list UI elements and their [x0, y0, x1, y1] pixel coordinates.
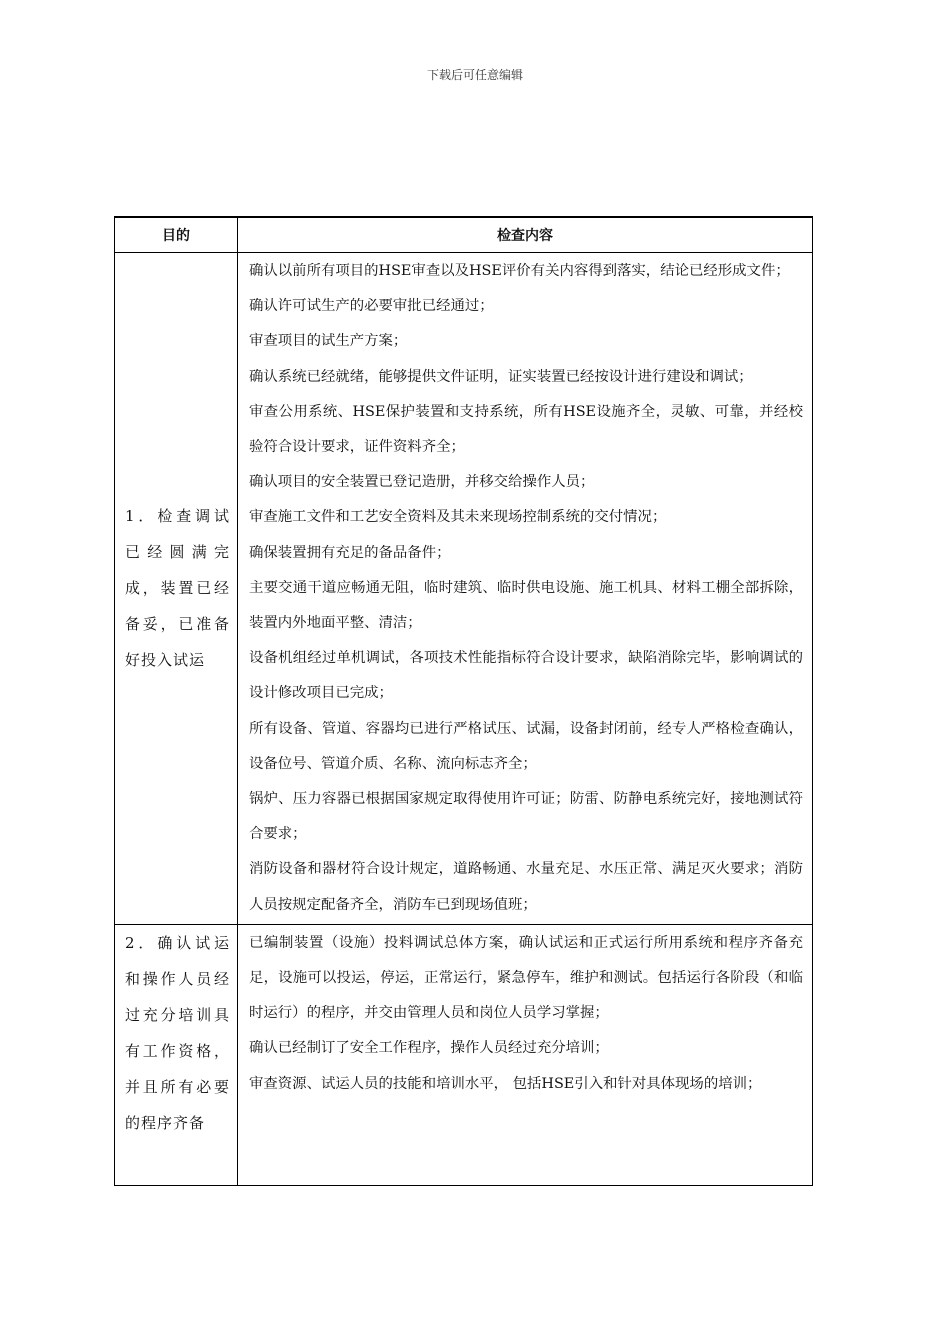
header-note: 下载后可任意编辑 [426, 68, 523, 82]
check-item: 确认项目的安全装置已登记造册，并移交给操作人员； [249, 474, 595, 491]
checklist-table [114, 216, 813, 1186]
check-item: 审查施工文件和工艺安全资料及其未来现场控制系统的交付情况； [249, 509, 667, 526]
header-purpose: 目的 [115, 217, 238, 253]
purpose-cell [115, 253, 238, 925]
check-item: 主要交通干道应畅通无阻，临时建筑、临时供电设施、施工机具、材料工棚全部拆除，装置内外地面平整、清洁； [249, 579, 803, 632]
check-item: 确认系统已经就绪，能够提供文件证明，证实装置已经按设计进行建设和调试； [249, 368, 753, 385]
check-item: 确认以前所有项目的HSE审查以及HSE评价有关内容得到落实，结论已经形成文件； [249, 263, 790, 279]
check-item: 审查公用系统、HSE保护装置和支持系统，所有HSE设施齐全，灵敏、可靠，并经校验符合设计要求，证件资料齐全； [249, 403, 803, 456]
table-row [115, 253, 813, 925]
purpose-text: 2．确认试运和操作人员经过充分培训具有工作资格，并且所有必要的程序齐备 [125, 933, 230, 1132]
header-content: 检查内容 [238, 217, 813, 253]
check-item: 审查项目的试生产方案； [249, 333, 408, 350]
check-item: 确认许可试生产的必要审批已经通过； [249, 298, 494, 315]
purpose-text: 1．检查调试已经圆满完成，装置已经备妥，已准备好投入试运 [125, 507, 230, 670]
check-item: 锅炉、压力容器已根据国家规定取得使用许可证；防雷、防静电系统完好，接地测试符合要求； [249, 791, 803, 843]
check-item: 消防设备和器材符合设计规定，道路畅通、水量充足、水压正常、满足灭火要求；消防人员按规定配备齐全，消防车已到现场值班； [249, 861, 803, 913]
check-item: 设备机组经过单机调试，各项技术性能指标符合设计要求，缺陷消除完毕，影响调试的设计修改项目已完成； [249, 650, 803, 702]
check-item: 确认已经制订了安全工作程序，操作人员经过充分培训； [249, 1040, 609, 1057]
check-item: 审查资源、试运人员的技能和培训水平， 包括HSE引入和针对具体现场的培训； [249, 1075, 762, 1092]
table-row [115, 924, 813, 1185]
purpose-cell [115, 924, 238, 1185]
table-header-row [115, 217, 813, 253]
check-item: 确保装置拥有充足的备品备件； [249, 544, 451, 561]
check-item: 已编制装置（设施）投料调试总体方案，确认试运和正式运行所用系统和程序齐备充足，设施可以投运，停运，正常运行，紧急停车，维护和测试。包括运行各阶段（和临时运行）的程序，并交由管理人员和岗位人员学习掌握； [249, 934, 803, 1022]
check-item: 所有设备、管道、容器均已进行严格试压、试漏，设备封闭前，经专人严格检查确认，设备位号、管道介质、名称、流向标志齐全； [249, 720, 803, 772]
content-cell [238, 924, 813, 1185]
content-cell [238, 253, 813, 925]
